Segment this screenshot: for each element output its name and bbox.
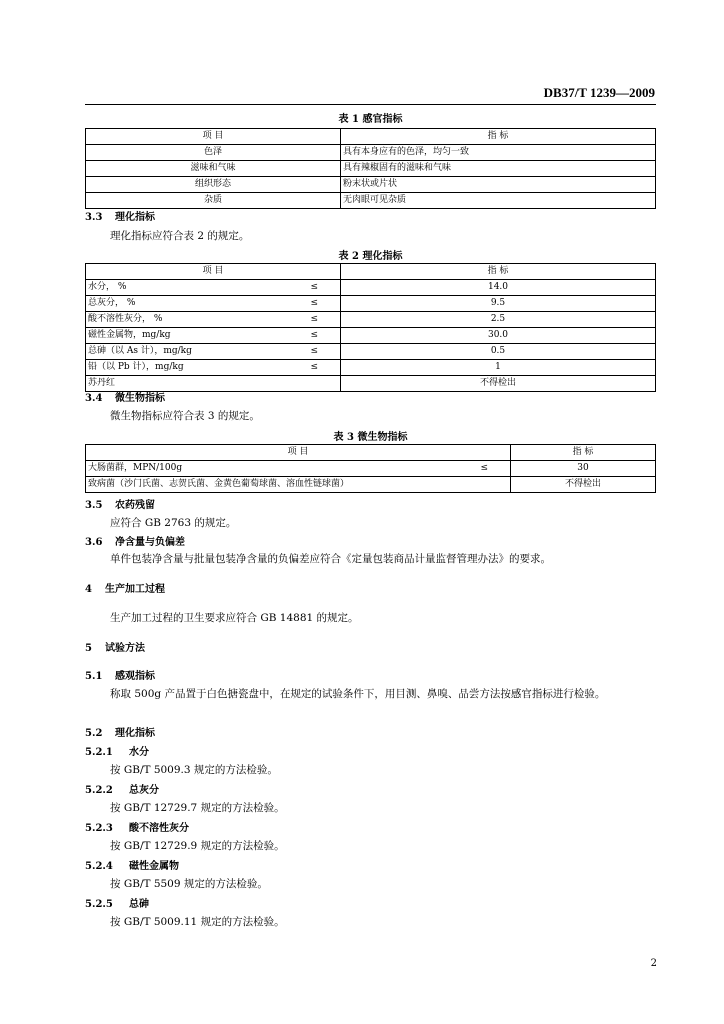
table1 — [85, 128, 656, 209]
section-5-1-text: 称取 500g 产品置于白色搪瓷盘中，在规定的试验条件下，用目测、鼻嗅、品尝方法按感官指标进行检验。 — [110, 688, 606, 700]
page-number: 2 — [650, 958, 657, 969]
table-cell: 滋味和气味 — [86, 161, 341, 177]
table2-head-item: 项 目 — [86, 264, 341, 280]
table-cell: 致病菌（沙门氏菌、志贺氏菌、金黄色葡萄球菌、溶血性链球菌） — [86, 477, 511, 493]
section-5-heading: 5 试验方法 — [85, 643, 145, 654]
section-5-2-heading: 5.2 理化指标 — [85, 728, 155, 739]
table-row — [86, 312, 656, 328]
table-row — [86, 445, 656, 461]
table-cell: 杂质 — [86, 193, 341, 209]
table-cell: 总砷（以 As 计），mg/kg ≤ — [86, 344, 341, 360]
table-cell: 2.5 — [341, 312, 656, 328]
table1-head-value: 指 标 — [341, 129, 656, 145]
section-5-2-5-heading: 5.2.5 总砷 — [85, 899, 149, 910]
table-row — [86, 161, 656, 177]
table-row — [86, 376, 656, 392]
table-cell: 9.5 — [341, 296, 656, 312]
table-row — [86, 328, 656, 344]
section-5-1-heading: 5.1 感观指标 — [85, 671, 155, 682]
table-cell: 铅（以 Pb 计），mg/kg ≤ — [86, 360, 341, 376]
table-row — [86, 264, 656, 280]
table-cell: 30.0 — [341, 328, 656, 344]
section-5-2-3-text: 按 GB/T 12729.9 规定的方法检验。 — [110, 840, 285, 852]
table2-caption: 表 2 理化指标 — [338, 251, 403, 262]
header-rule — [85, 104, 656, 105]
section-4-heading: 4 生产加工过程 — [85, 584, 165, 595]
table-row — [86, 177, 656, 193]
table-row — [86, 296, 656, 312]
table-cell: 水分， % ≤ — [86, 280, 341, 296]
table-cell: 14.0 — [341, 280, 656, 296]
table-row — [86, 129, 656, 145]
table-cell: 0.5 — [341, 344, 656, 360]
table-row — [86, 477, 656, 493]
table-cell: 不得检出 — [511, 477, 656, 493]
table-cell: 1 — [341, 360, 656, 376]
table-cell: 组织形态 — [86, 177, 341, 193]
table-cell: 酸不溶性灰分， % ≤ — [86, 312, 341, 328]
table-row — [86, 280, 656, 296]
section-5-2-4-text: 按 GB/T 5509 规定的方法检验。 — [110, 878, 268, 890]
table-cell: 色泽 — [86, 145, 341, 161]
table1-head-item: 项 目 — [86, 129, 341, 145]
section-3-6-heading: 3.6 净含量与负偏差 — [85, 537, 185, 548]
table-cell: 无肉眼可见杂质 — [341, 193, 656, 209]
section-3-5-heading: 3.5 农药残留 — [85, 500, 155, 511]
table-cell: 苏丹红 — [86, 376, 341, 392]
standard-code: DB37/T 1239—2009 — [543, 85, 655, 100]
table-cell: 30 — [511, 461, 656, 477]
table-row — [86, 145, 656, 161]
section-5-2-2-text: 按 GB/T 12729.7 规定的方法检验。 — [110, 802, 285, 814]
table1-caption: 表 1 感官指标 — [338, 114, 403, 125]
section-5-2-3-heading: 5.2.3 酸不溶性灰分 — [85, 823, 189, 834]
section-3-3-text: 理化指标应符合表 2 的规定。 — [110, 230, 250, 242]
section-5-2-1-text: 按 GB/T 5009.3 规定的方法检验。 — [110, 764, 278, 776]
table-row — [86, 193, 656, 209]
table3-caption: 表 3 微生物指标 — [333, 432, 408, 443]
section-3-6-text: 单件包装净含量与批量包装净含量的负偏差应符合《定量包装商品计量监督管理办法》的要求。 — [110, 553, 551, 565]
table-cell: 具有辣椒固有的滋味和气味 — [341, 161, 656, 177]
table2 — [85, 263, 656, 392]
section-3-4-text: 微生物指标应符合表 3 的规定。 — [110, 410, 260, 422]
table3-head-item: 项 目 — [86, 445, 511, 461]
table2-head-value: 指 标 — [341, 264, 656, 280]
table-cell: 不得检出 — [341, 376, 656, 392]
table-cell: 总灰分， % ≤ — [86, 296, 341, 312]
table-cell: 粉末状或片状 — [341, 177, 656, 193]
section-5-2-4-heading: 5.2.4 磁性金属物 — [85, 861, 179, 872]
table-row — [86, 461, 656, 477]
section-4-text: 生产加工过程的卫生要求应符合 GB 14881 的规定。 — [110, 612, 359, 624]
section-3-4-heading: 3.4 微生物指标 — [85, 393, 165, 404]
table-row — [86, 344, 656, 360]
table3-head-value: 指 标 — [511, 445, 656, 461]
section-3-3-heading: 3.3 理化指标 — [85, 212, 155, 223]
section-5-2-1-heading: 5.2.1 水分 — [85, 747, 149, 758]
section-5-2-5-text: 按 GB/T 5009.11 规定的方法检验。 — [110, 916, 285, 928]
table-cell: 大肠菌群，MPN/100g ≤ — [86, 461, 511, 477]
table3 — [85, 444, 656, 493]
section-3-5-text: 应符合 GB 2763 的规定。 — [110, 517, 237, 529]
section-5-2-2-heading: 5.2.2 总灰分 — [85, 785, 159, 796]
table-row — [86, 360, 656, 376]
table-cell: 磁性金属物，mg/kg ≤ — [86, 328, 341, 344]
table-cell: 具有本身应有的色泽，均匀一致 — [341, 145, 656, 161]
